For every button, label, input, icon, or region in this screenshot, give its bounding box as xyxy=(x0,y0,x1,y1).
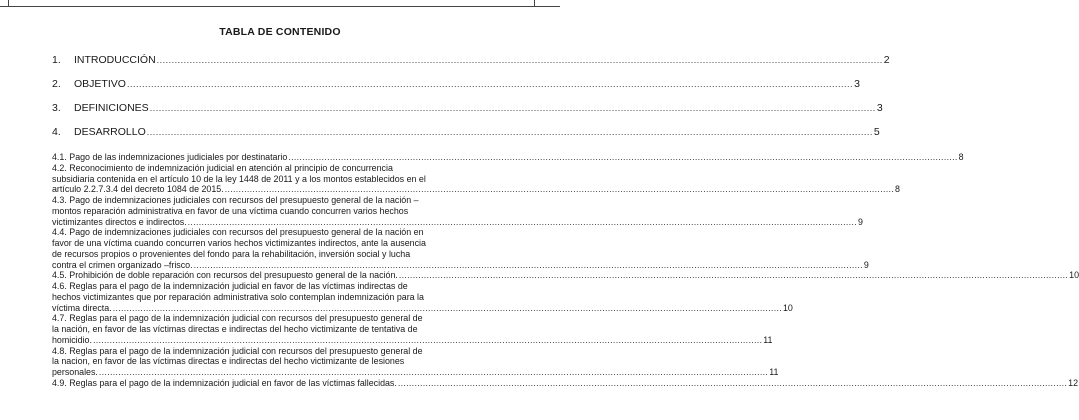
toc-subentry-text: 4.1. Pago de las indemnizaciones judiciales por destinatario xyxy=(52,152,288,162)
toc-entry-page: 5 xyxy=(873,126,880,138)
toc-subentry-line: 4.2. Reconocimiento de indemnización judicial en atención al principio de concurrencia xyxy=(52,162,393,173)
dot-leader: .................................................................................................................................................................................................................................................. xyxy=(397,377,1068,388)
toc-entry-number: 1. xyxy=(52,54,61,66)
toc-entry-label: INTRODUCCIÓN xyxy=(74,54,156,66)
toc-subentry-line: subsidiaria contenida en el artículo 10 de la ley 1448 de 2011 y a los montos establecidos en el xyxy=(52,173,426,184)
toc-subentry-page: 12 xyxy=(1068,377,1079,388)
dot-leader: .................................................................................................................................................................................................................................................. xyxy=(187,216,857,227)
toc-entry-page: 2 xyxy=(883,54,890,66)
toc-subentry-line: montos reparación administrativa en favor de una víctima cuando concurren varios hechos xyxy=(52,205,409,216)
toc-subentry-line: 4.8. Reglas para el pago de la indemnización judicial con recursos del presupuesto general de xyxy=(52,345,423,356)
toc-subentry-line: 4.3. Pago de indemnizaciones judiciales con recursos del presupuesto general de la nación – xyxy=(52,195,419,205)
toc-subentry[interactable] xyxy=(52,152,964,163)
toc-entry[interactable] xyxy=(52,126,880,139)
toc-subentry-page: 10 xyxy=(1069,270,1079,281)
dot-leader: .................................................................................................................................................................................................................................................. xyxy=(98,367,769,377)
toc-subentry[interactable] xyxy=(52,195,863,227)
toc-subentry-line: de recursos propios o provenientes del fondo para la rehabilitación, inversión social y lucha xyxy=(52,248,411,259)
dot-leader: .................................................................................................................................................................................................................................................. xyxy=(156,55,883,65)
toc-entry-number: 3. xyxy=(52,102,61,114)
toc-subentry-page: 11 xyxy=(769,367,779,377)
toc-entry[interactable] xyxy=(52,102,883,115)
toc-subentry[interactable] xyxy=(52,281,793,313)
toc-subentry-page: 11 xyxy=(763,334,773,345)
toc-subentry-line: 4.6. Reglas para el pago de la indemnización judicial en favor de las víctimas indirectas de xyxy=(52,281,408,291)
toc-entry-label: OBJETIVO xyxy=(74,78,126,90)
toc-entry-label: DEFINICIONES xyxy=(74,102,149,114)
toc-title: TABLA DE CONTENIDO xyxy=(219,26,341,38)
toc-entry-number: 2. xyxy=(52,78,61,90)
dot-leader: .................................................................................................................................................................................................................................................. xyxy=(126,79,854,89)
toc-subentry-text: artículo 2.2.7.3.4 del decreto 1084 de 2015. xyxy=(52,184,224,195)
toc-subentry[interactable] xyxy=(52,227,869,270)
toc-subentry-page: 8 xyxy=(958,152,964,162)
toc-subentry-text: personales. xyxy=(52,367,98,377)
page-top-border-tick xyxy=(8,0,9,6)
toc-entry[interactable] xyxy=(52,54,890,67)
toc-subentry[interactable] xyxy=(52,377,1079,388)
dot-leader: .................................................................................................................................................................................................................................................. xyxy=(92,334,763,345)
toc-subentry-page: 8 xyxy=(895,184,900,195)
toc-sub-list xyxy=(52,152,1079,388)
toc-entry-page: 3 xyxy=(854,78,860,90)
toc-entry-page: 3 xyxy=(876,102,883,114)
toc-entry[interactable] xyxy=(52,78,860,91)
dot-leader: .................................................................................................................................................................................................................................................. xyxy=(193,259,863,270)
toc-subentry-text: 4.5. Prohibición de doble reparación con recursos del presupuesto general de la nación. xyxy=(52,270,398,281)
page-top-border xyxy=(0,0,560,7)
dot-leader: .................................................................................................................................................................................................................................................. xyxy=(112,302,782,313)
toc-entry-number: 4. xyxy=(52,126,61,138)
toc-subentry-text: victimizantes directos e indirectos. xyxy=(52,216,187,227)
toc-subentry-text: homicidio. xyxy=(52,334,92,345)
toc-subentry-line: la nación, en favor de las víctimas directas e indirectas del hecho victimizante de tentativa de xyxy=(52,324,418,334)
toc-subentry-line: 4.4. Pago de indemnizaciones judiciales con recursos del presupuesto general de la nación en xyxy=(52,227,424,238)
toc-subentry[interactable] xyxy=(52,270,1079,281)
dot-leader: .................................................................................................................................................................................................................................................. xyxy=(398,270,1069,281)
toc-subentry-line: 4.7. Reglas para el pago de la indemnización judicial con recursos del presupuesto general de xyxy=(52,313,423,324)
toc-subentry-text: contra el crimen organizado –frisco. xyxy=(52,259,193,270)
page-top-border-tick xyxy=(534,0,535,6)
dot-leader: .................................................................................................................................................................................................................................................. xyxy=(149,103,876,113)
toc-subentry[interactable] xyxy=(52,345,779,378)
toc-subentry-line: hechos victimizantes que por reparación administrativa solo contemplan indemnización para la xyxy=(52,291,424,302)
dot-leader: .................................................................................................................................................................................................................................................. xyxy=(224,184,895,195)
toc-subentry-page: 9 xyxy=(863,259,869,270)
toc-subentry-line: la nacion, en favor de las víctimas directas e indirectas del hecho victimizante de lesiones xyxy=(52,356,405,367)
toc-entry-label: DESARROLLO xyxy=(74,126,146,138)
toc-subentry[interactable] xyxy=(52,313,773,345)
toc-subentry-text: víctima directa. xyxy=(52,302,112,313)
dot-leader: .................................................................................................................................................................................................................................................. xyxy=(288,152,958,162)
toc-subentry-page: 10 xyxy=(783,302,793,313)
toc-subentry-line: favor de una víctima cuando concurren varios hechos victimizantes indirectos, ante la ausencia xyxy=(52,238,426,248)
dot-leader: .................................................................................................................................................................................................................................................. xyxy=(146,127,873,137)
toc-subentry-text: 4.9. Reglas para el pago de la indemnización judicial en favor de las víctimas fallecidas. xyxy=(52,377,397,388)
toc-subentry[interactable] xyxy=(52,162,900,195)
toc-subentry-page: 9 xyxy=(857,216,863,227)
